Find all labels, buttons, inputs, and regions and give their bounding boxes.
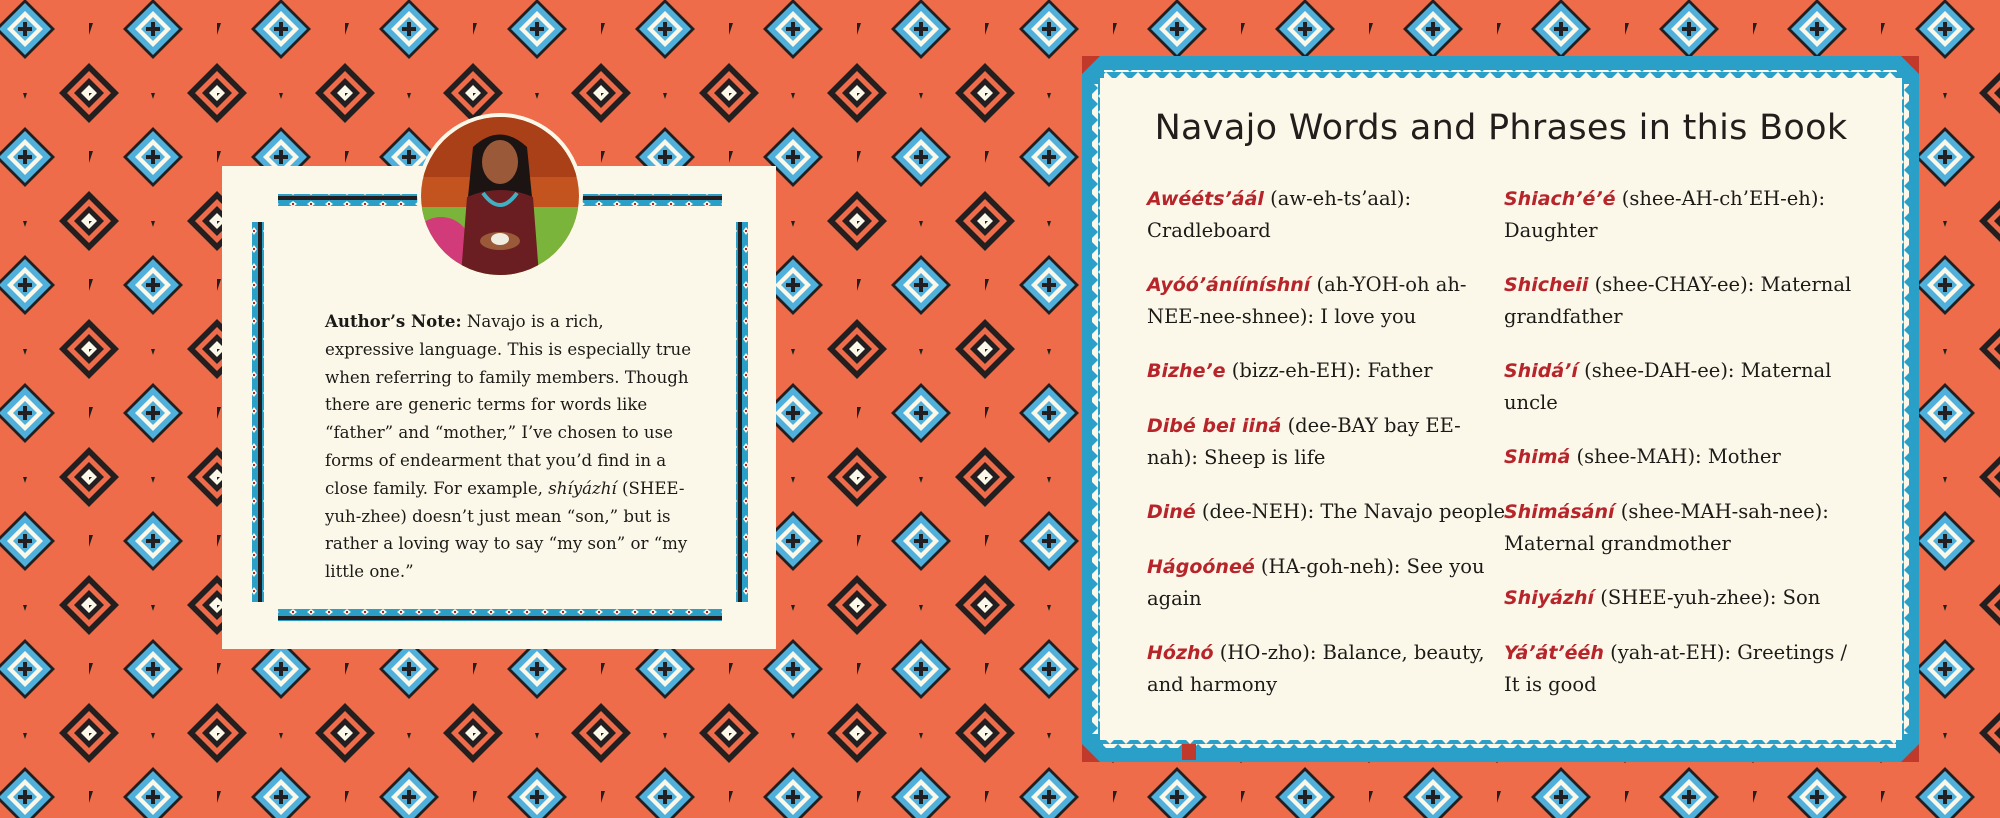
glossary-term: Awéétsʼáál [1147, 188, 1264, 210]
glossary-title: Navajo Words and Phrases in this Book [1154, 108, 1848, 148]
glossary-definition: (ah-YOH-oh ah-NEE-nee-shnee): I love you [1147, 273, 1467, 328]
glossary-definition: (yah-at-EH): Greetings / It is good [1504, 641, 1848, 696]
glossary-entry [1147, 496, 1507, 528]
glossary-entry [1504, 441, 1864, 473]
glossary-definition: (shee-CHAY-ee): Maternal grandfather [1504, 273, 1852, 328]
glossary-column-2 [1504, 183, 1864, 723]
glossary-entry [1504, 269, 1864, 332]
glossary-definition: (shee-MAH-sah-nee): Maternal grandmother [1504, 500, 1829, 555]
glossary-term: Dibé bei iiná [1147, 415, 1282, 437]
glossary-term: Shiachʼéʼé [1504, 188, 1616, 210]
glossary-entry [1147, 551, 1507, 614]
glossary-definition: (bizz-eh-EH): Father [1225, 359, 1433, 382]
glossary-definition: (shee-DAH-ee): Maternal uncle [1504, 359, 1832, 414]
glossary-entry [1504, 637, 1864, 700]
glossary-term: Ayóóʼánííníshní [1147, 274, 1311, 296]
author-note-body: Navajo is a rich, expressive language. This is especially true when referring to family members. Though there are generic terms for words like “father” and “mother,” I’ve chosen to use forms of endearment that you’d find in a close family. For example, [325, 312, 692, 498]
glossary-entry [1504, 355, 1864, 418]
glossary-definition: (shee-MAH): Mother [1570, 445, 1781, 468]
glossary-entry [1147, 637, 1507, 700]
glossary-term: Diné [1147, 501, 1196, 523]
glossary-entry [1504, 496, 1864, 559]
author-note-example-word: shíyázhí [548, 478, 617, 498]
glossary-term: Shimá [1504, 446, 1571, 468]
glossary-definition: (dee-BAY bay EE-nah): Sheep is life [1147, 414, 1461, 469]
glossary-term: Bizheʼe [1147, 360, 1226, 382]
glossary-entry [1147, 183, 1507, 246]
glossary-entry [1504, 183, 1864, 246]
author-portrait [421, 117, 579, 275]
glossary-term: Shicheii [1504, 274, 1589, 296]
author-note-body-end: (SHEE-yuh-zhee) doesn’t just mean “son,” but is rather a loving way to say “my son” or “my little one.” [325, 478, 688, 582]
glossary-term: Yáʼátʼééh [1504, 642, 1604, 664]
glossary-definition: (shee-AH-ch’EH-eh): Daughter [1504, 187, 1826, 242]
glossary-term: Shimásání [1504, 501, 1615, 523]
glossary-term: Shidáʼí [1504, 360, 1578, 382]
glossary-term: Hózhó [1147, 642, 1214, 664]
author-note-text [325, 308, 695, 586]
author-note-label: Author’s Note: [325, 311, 462, 331]
glossary-definition: (HO-zho): Balance, beauty, and harmony [1147, 641, 1485, 696]
glossary-entry [1147, 269, 1507, 332]
glossary-definition: (aw-eh-ts’aal): Cradleboard [1147, 187, 1412, 242]
glossary-definition: (SHEE-yuh-zhee): Son [1594, 586, 1821, 609]
glossary-term: Shiyázhí [1504, 587, 1595, 609]
glossary-term: Hágoóneé [1147, 556, 1255, 578]
glossary-definition: (dee-NEH): The Navajo people [1195, 500, 1505, 523]
glossary-column-1 [1147, 183, 1507, 723]
glossary-entry [1147, 355, 1507, 387]
glossary-entry [1147, 410, 1507, 473]
glossary-entry [1504, 582, 1864, 614]
glossary-definition: (HA-goh-neh): See you again [1147, 555, 1485, 610]
